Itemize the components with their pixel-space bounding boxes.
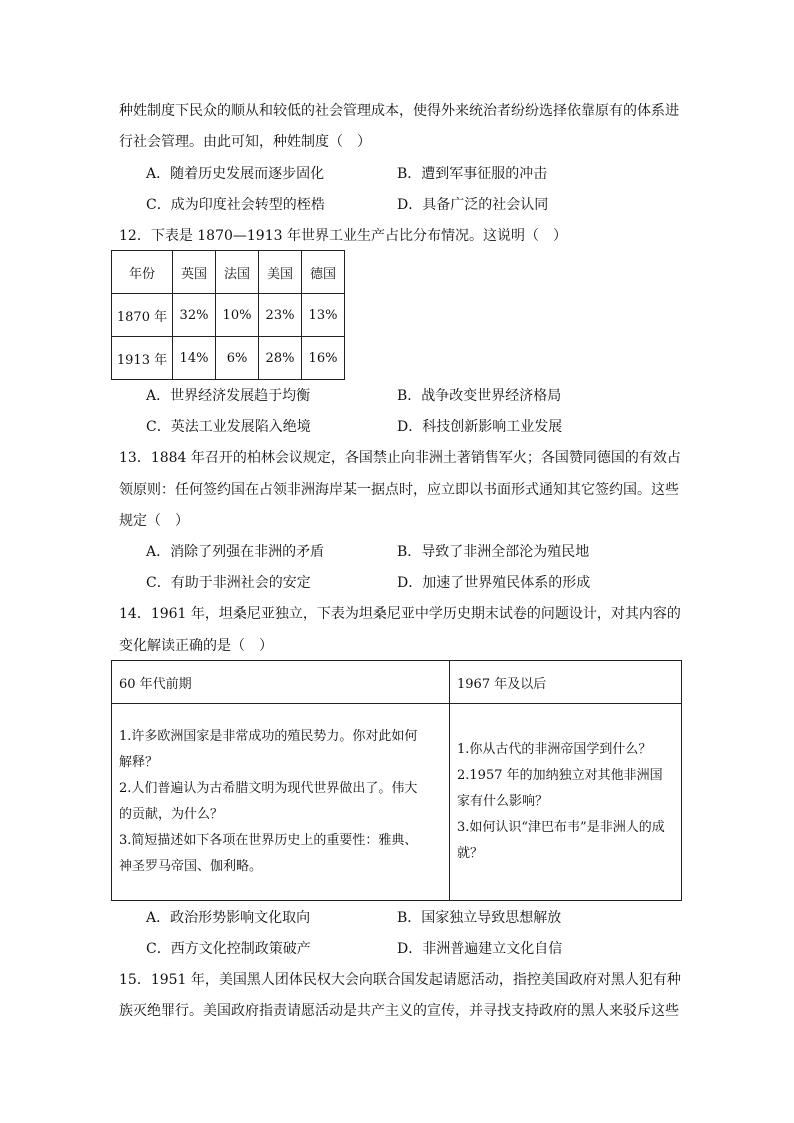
table-header-cell: 美国 — [259, 251, 302, 294]
cell-text-line: 2.人们普遍认为古希腊文明为现代世界做出了。伟大 — [119, 781, 418, 796]
q11-option-c: C．成为印度社会转型的桎梏 — [146, 197, 325, 213]
table-cell: 1870 年 — [112, 294, 173, 337]
table-cell: 13% — [302, 294, 345, 337]
q11-stem-line-2: 行社会管理。由此可知，种姓制度（ ） — [119, 134, 371, 150]
q13-option-b: B．导致了非洲全部沦为殖民地 — [397, 544, 590, 560]
cell-text-line: 2.1957 年的加纳独立对其他非洲国 — [457, 768, 663, 783]
q15-stem-line-1: 15．1951 年，美国黑人团体民权大会向联合国发起请愿活动，指控美国政府对黑人犯有种 — [119, 972, 681, 988]
table-row — [112, 337, 345, 380]
table-header-row — [112, 251, 345, 294]
table-header-cell: 法国 — [216, 251, 259, 294]
table-header-cell: 德国 — [302, 251, 345, 294]
cell-text-line: 解释？ — [119, 755, 159, 770]
table-header-cell: 60 年代前期 — [112, 661, 450, 704]
q14-option-b: B．国家独立导致思想解放 — [397, 910, 562, 926]
cell-text-line: 家有什么影响？ — [457, 794, 549, 809]
table-cell: 14% — [173, 337, 216, 380]
table-cell: 28% — [259, 337, 302, 380]
cell-text-line: 3.如何认识“津巴布韦”是非洲人的成 — [457, 820, 665, 835]
cell-text-line: 1.许多欧洲国家是非常成功的殖民势力。你对此如何 — [119, 729, 418, 744]
q14-option-c: C．西方文化控制政策破产 — [146, 941, 311, 957]
cell-text-line: 1.你从古代的非洲帝国学到什么？ — [457, 742, 652, 757]
q14-stem-line-2: 变化解读正确的是（ ） — [119, 638, 273, 654]
q12-option-a: A．世界经济发展趋于均衡 — [146, 388, 311, 404]
q12-option-b: B．战争改变世界经济格局 — [397, 388, 562, 404]
table-cell-early-60s — [112, 704, 450, 901]
q11-option-b: B．遭到军事征服的冲击 — [397, 166, 548, 182]
cell-text-line: 神圣罗马帝国、伽利略。 — [119, 859, 263, 874]
table-cell: 10% — [216, 294, 259, 337]
table-cell: 23% — [259, 294, 302, 337]
table-header-cell: 英国 — [173, 251, 216, 294]
table-cell: 1913 年 — [112, 337, 173, 380]
q13-stem-line-1: 13．1884 年召开的柏林会议规定，各国禁止向非洲土著销售军火；各国赞同德国的有效占 — [119, 450, 681, 466]
table-header-cell: 年份 — [112, 251, 173, 294]
q12-option-d: D．科技创新影响工业发展 — [397, 419, 563, 435]
table-row — [112, 294, 345, 337]
q13-stem-line-2: 领原则：任何签约国在占领非洲海岸某一据点时，应立即以书面形式通知其它签约国。这些 — [119, 482, 679, 498]
table-cell: 16% — [302, 337, 345, 380]
q14-stem-line-1: 14．1961 年，坦桑尼亚独立，下表为坦桑尼亚中学历史期末试卷的问题设计，对其内容的 — [119, 606, 681, 622]
q13-stem-line-3: 规定（ ） — [119, 513, 189, 529]
q15-stem-line-2: 族灭绝罪行。美国政府指责请愿活动是共产主义的宣传，并寻找支持政府的黑人来驳斥这些 — [119, 1003, 679, 1019]
q12-option-c: C．英法工业发展陷入绝境 — [146, 419, 311, 435]
table-header-row — [112, 661, 682, 704]
q12-stem: 12．下表是 1870—1913 年世界工业生产占比分布情况。这说明（ ） — [119, 228, 567, 244]
cell-text-line: 3.简短描述如下各项在世界历史上的重要性：雅典、 — [119, 833, 418, 848]
q14-option-a: A．政治形势影响文化取向 — [146, 910, 311, 926]
q11-stem-line-1: 种姓制度下民众的顺从和较低的社会管理成本，使得外来统治者纷纷选择依靠原有的体系进 — [119, 103, 679, 119]
table-header-cell: 1967 年及以后 — [450, 661, 682, 704]
q11-option-a: A．随着历史发展而逐步固化 — [146, 166, 325, 182]
q14-table — [111, 660, 682, 901]
table-cell: 6% — [216, 337, 259, 380]
q11-option-d: D．具备广泛的社会认同 — [397, 197, 549, 213]
table-cell-1967-after — [450, 704, 682, 901]
q13-option-c: C．有助于非洲社会的安定 — [146, 575, 311, 591]
q13-option-a: A．消除了列强在非洲的矛盾 — [146, 544, 325, 560]
q13-option-d: D．加速了世界殖民体系的形成 — [397, 575, 591, 591]
q12-table — [111, 250, 345, 380]
q14-option-d: D．非洲普遍建立文化自信 — [397, 941, 563, 957]
table-cell: 32% — [173, 294, 216, 337]
cell-text-line: 就？ — [457, 846, 484, 861]
cell-text-line: 的贡献，为什么？ — [119, 807, 224, 822]
table-row — [112, 704, 682, 901]
